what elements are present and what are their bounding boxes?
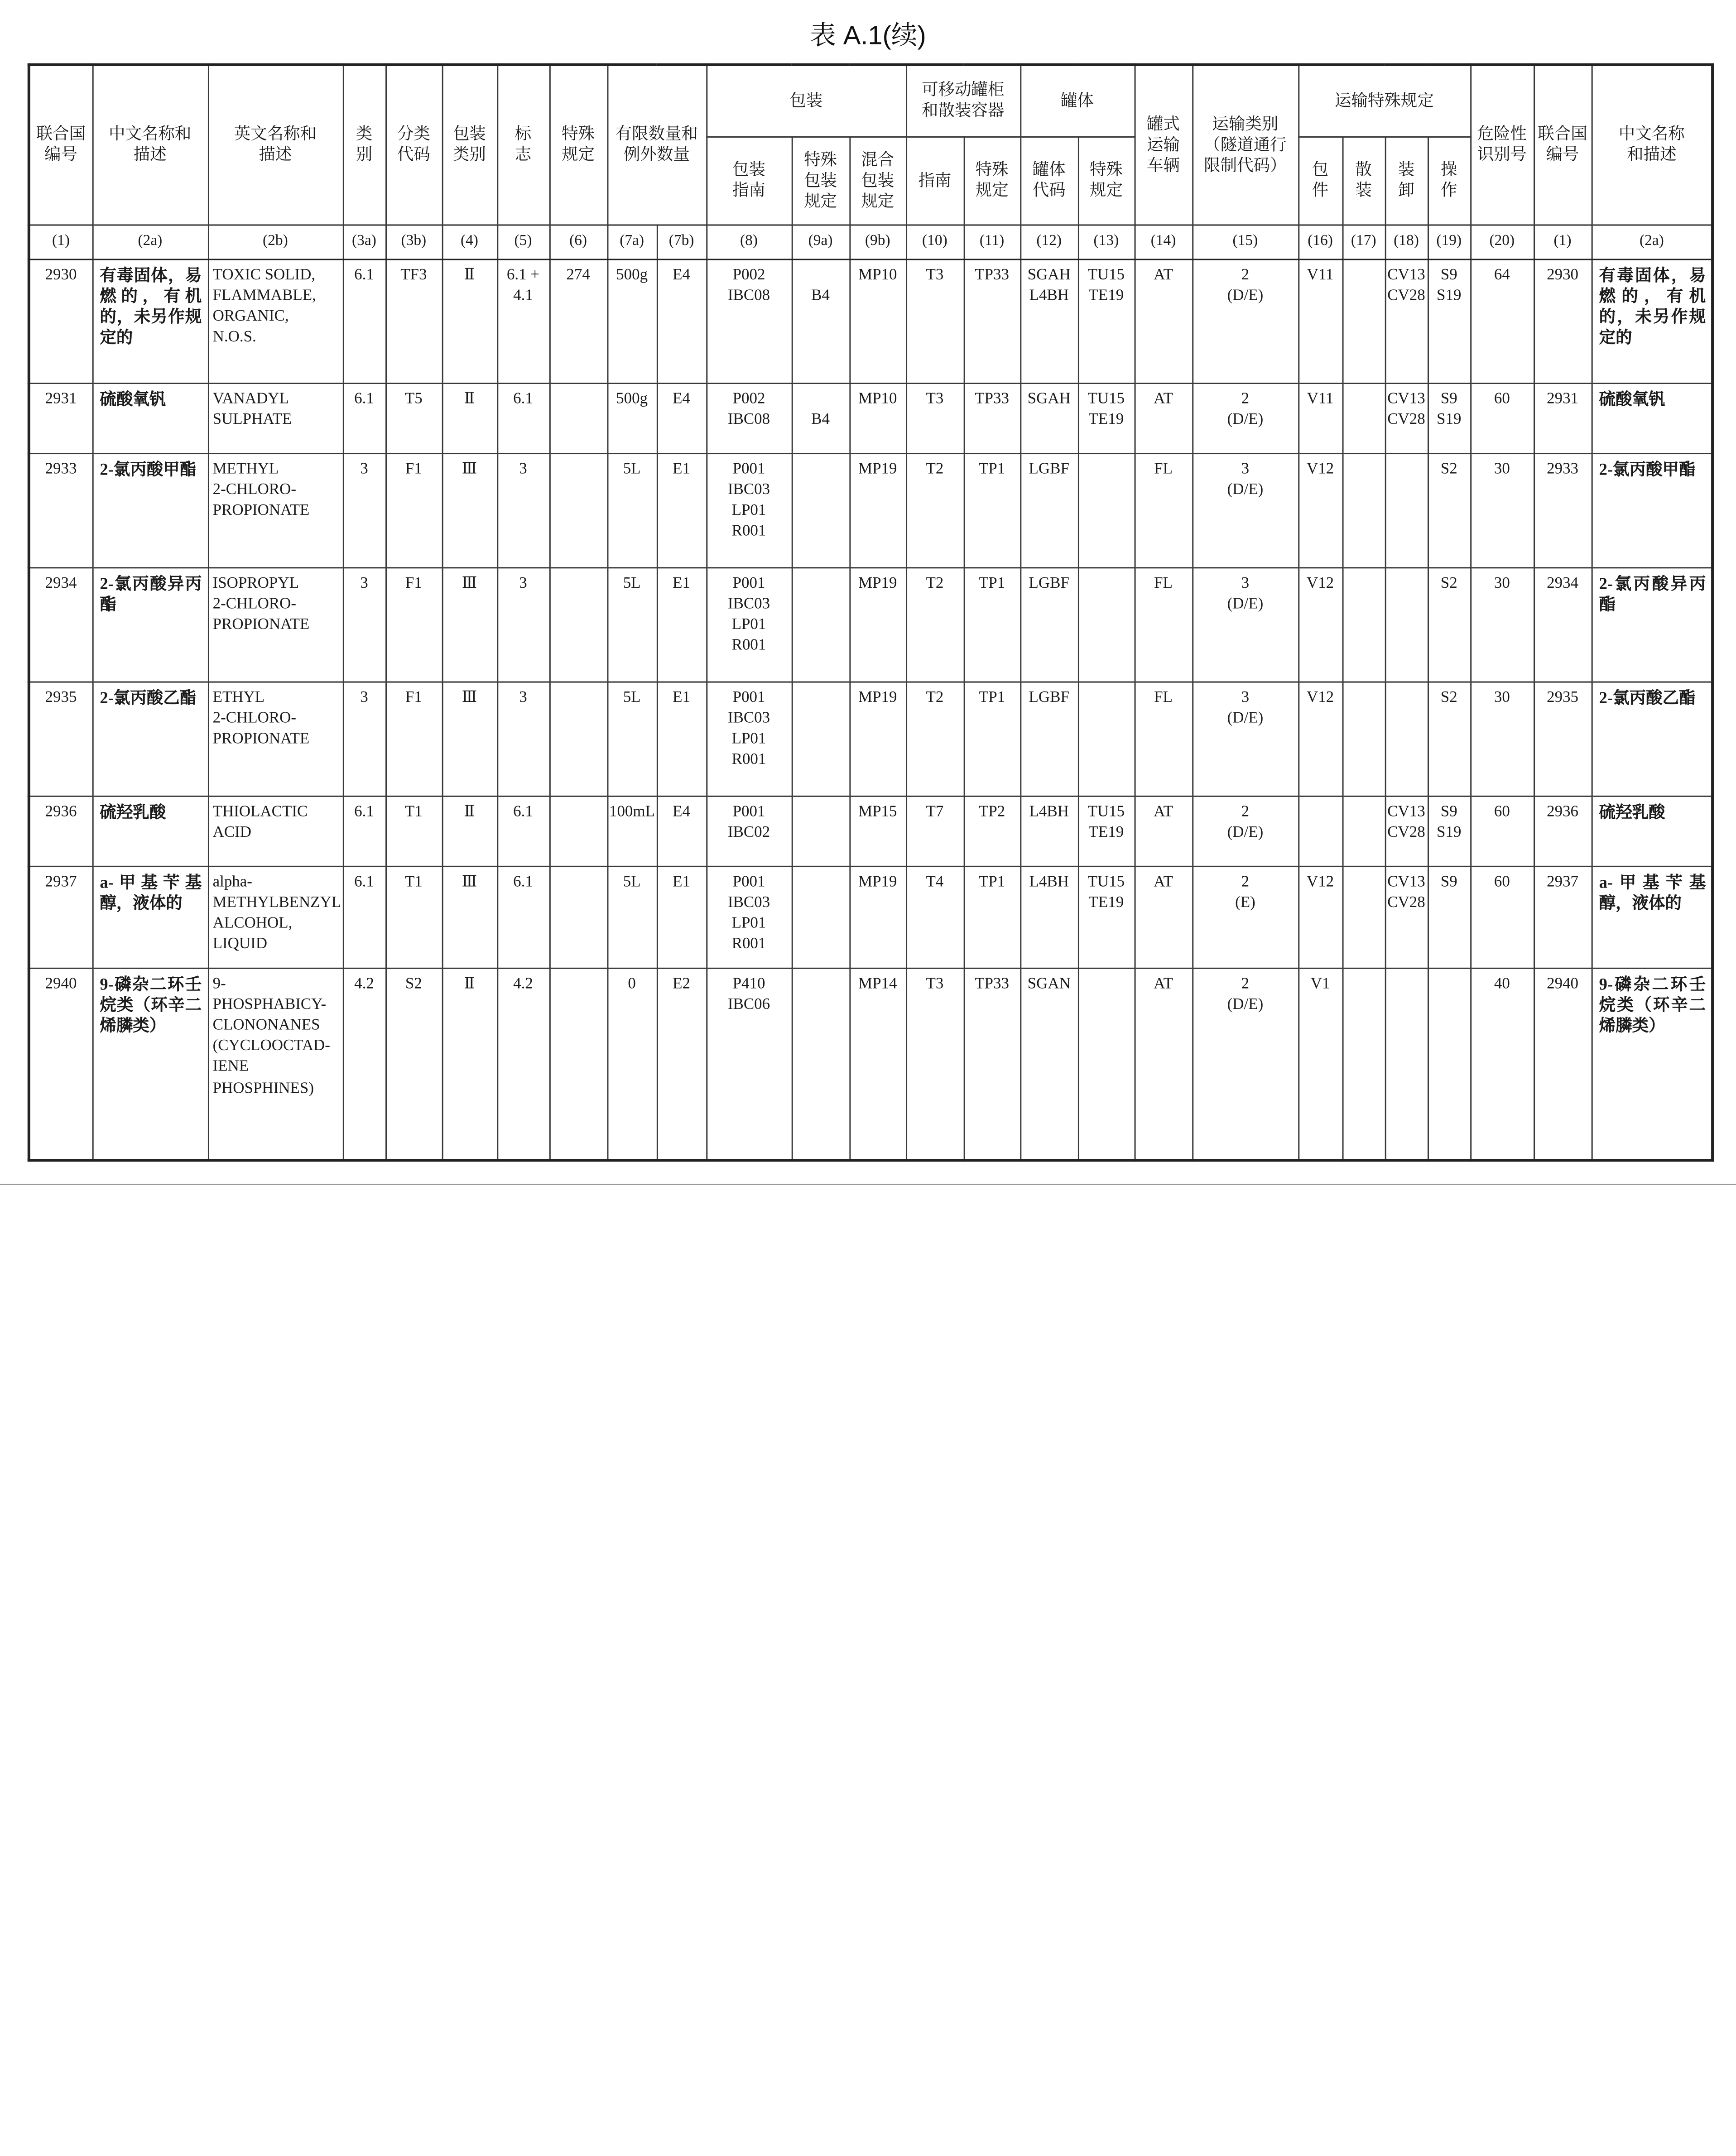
cell-tank-vehicle: FL [1135,567,1193,681]
cell-labels: 3 [497,567,549,681]
cell-portable-tank-special-provisions: TP2 [964,796,1020,866]
cell-hazard-identification-number: 60 [1470,866,1534,968]
cell-special-provisions: 274 [549,259,607,383]
header-group-carriage-provisions: 运输特殊规定 [1298,65,1470,136]
cell-carriage-packages: V1 [1298,968,1342,1161]
dangerous-goods-table [28,63,1714,1162]
cell-mixed-packing-provisions: MP10 [849,259,906,383]
cell-transport-category: 2 (D/E) [1192,259,1298,383]
cell-excepted-quantity: E4 [657,259,706,383]
cell-carriage-operation: S2 [1428,682,1470,796]
cell-mixed-packing-provisions: MP19 [849,567,906,681]
column-number: (18) [1385,224,1428,259]
cell-tank-vehicle: AT [1135,796,1193,866]
cell-tank-code: SGAH [1020,383,1078,453]
cell-name-en: 9- PHOSPHABICY- CLONONANES (CYCLOOCTAD- IENE PHOSPHINES) [208,968,343,1161]
cell-special-provisions [549,866,607,968]
cell-name-cn-repeat: 2-氯丙酸甲酯 [1592,453,1712,567]
cell-portable-tank-instructions: T2 [906,453,964,567]
cell-packing-instructions: P002 IBC08 [706,383,791,453]
column-number: (14) [1135,224,1193,259]
cell-name-cn-repeat: a-甲基苄基醇，液体的 [1592,866,1712,968]
column-number-row [29,224,1713,259]
table-row [29,383,1713,453]
cell-packing-instructions: P410 IBC06 [706,968,791,1161]
cell-name-en: alpha- METHYLBENZYL ALCOHOL, LIQUID [208,866,343,968]
cell-name-cn-repeat: 硫羟乳酸 [1592,796,1712,866]
header-name-en: 英文名称和 描述 [208,65,343,225]
cell-packing-group: Ⅲ [442,567,497,681]
cell-name-en: TOXIC SOLID, FLAMMABLE, ORGANIC, N.O.S. [208,259,343,383]
table-header [29,65,1713,259]
cell-carriage-operation: S9 S19 [1428,796,1470,866]
cell-mixed-packing-provisions: MP15 [849,796,906,866]
cell-hazard-identification-number: 30 [1470,567,1534,681]
cell-special-provisions [549,567,607,681]
cell-tank-special-provisions: TU15 TE19 [1078,866,1135,968]
cell-carriage-loading-unloading [1385,453,1428,567]
cell-carriage-bulk [1342,682,1385,796]
cell-tank-vehicle: AT [1135,383,1193,453]
cell-transport-category: 2 (D/E) [1192,796,1298,866]
cell-carriage-operation: S9 S19 [1428,259,1470,383]
cell-portable-tank-instructions: T2 [906,567,964,681]
cell-special-packing-provisions [792,682,850,796]
cell-name-cn: 有毒固体，易燃的，有机的，未另作规定的 [92,259,208,383]
header-carriage-operation: 操 作 [1428,136,1470,225]
table-row [29,453,1713,567]
table-row [29,866,1713,968]
cell-tank-code: SGAN [1020,968,1078,1161]
header-tank-vehicle: 罐式 运输 车辆 [1135,65,1193,225]
table-row [29,682,1713,796]
cell-classification-code: T1 [385,866,442,968]
cell-un-number-repeat: 2935 [1534,682,1592,796]
column-number: (3a) [343,224,385,259]
cell-limited-quantity: 5L [607,567,656,681]
header-mixed-packing-provisions: 混合 包装 规定 [849,136,906,225]
table-row [29,968,1713,1161]
column-number: (15) [1192,224,1298,259]
cell-hazard-identification-number: 30 [1470,453,1534,567]
cell-labels: 3 [497,682,549,796]
header-un-number: 联合国 编号 [29,65,92,225]
table-body [29,259,1713,1160]
cell-portable-tank-instructions: T2 [906,682,964,796]
cell-name-cn-repeat: 2-氯丙酸乙酯 [1592,682,1712,796]
cell-name-en: THIOLACTIC ACID [208,796,343,866]
column-number: (8) [706,224,791,259]
cell-special-provisions [549,682,607,796]
cell-special-packing-provisions [792,453,850,567]
cell-un-number-repeat: 2934 [1534,567,1592,681]
column-number: (2b) [208,224,343,259]
cell-carriage-packages: V12 [1298,682,1342,796]
cell-portable-tank-instructions: T7 [906,796,964,866]
cell-portable-tank-instructions: T4 [906,866,964,968]
header-hazard-identification-number: 危险性 识别号 [1470,65,1534,225]
cell-name-cn-repeat: 硫酸氧钒 [1592,383,1712,453]
cell-classification-code: F1 [385,682,442,796]
cell-packing-group: Ⅱ [442,259,497,383]
cell-un-number-repeat: 2931 [1534,383,1592,453]
column-number: (2a) [92,224,208,259]
cell-carriage-packages: V12 [1298,567,1342,681]
cell-un-number: 2930 [29,259,92,383]
header-group-tank: 罐体 [1020,65,1134,136]
cell-packing-instructions: P001 IBC02 [706,796,791,866]
cell-tank-vehicle: FL [1135,682,1193,796]
cell-excepted-quantity: E1 [657,682,706,796]
cell-classification-code: F1 [385,453,442,567]
cell-name-cn: 硫羟乳酸 [92,796,208,866]
cell-un-number: 2935 [29,682,92,796]
cell-un-number-repeat: 2936 [1534,796,1592,866]
cell-name-cn-repeat: 有毒固体，易燃的，有机的，未另作规定的 [1592,259,1712,383]
cell-labels: 3 [497,453,549,567]
cell-name-en: ETHYL 2-CHLORO- PROPIONATE [208,682,343,796]
column-number: (3b) [385,224,442,259]
cell-classification-code: S2 [385,968,442,1161]
cell-tank-vehicle: AT [1135,259,1193,383]
cell-portable-tank-special-provisions: TP1 [964,866,1020,968]
table-title: 表 A.1(续) [810,22,926,51]
header-carriage-bulk: 散 装 [1342,136,1385,225]
cell-portable-tank-special-provisions: TP33 [964,259,1020,383]
cell-mixed-packing-provisions: MP19 [849,453,906,567]
cell-mixed-packing-provisions: MP10 [849,383,906,453]
header-carriage-packages: 包 件 [1298,136,1342,225]
cell-tank-special-provisions: TU15 TE19 [1078,383,1135,453]
cell-special-packing-provisions [792,796,850,866]
cell-carriage-loading-unloading: CV13 CV28 [1385,866,1428,968]
column-number: (4) [442,224,497,259]
cell-name-cn-repeat: 2-氯丙酸异丙酯 [1592,567,1712,681]
cell-transport-category: 3 (D/E) [1192,682,1298,796]
column-number: (2a) [1592,224,1712,259]
header-name-cn: 中文名称和 描述 [92,65,208,225]
cell-packing-group: Ⅱ [442,383,497,453]
cell-packing-group: Ⅲ [442,866,497,968]
table-row [29,259,1713,383]
cell-un-number: 2937 [29,866,92,968]
cell-mixed-packing-provisions: MP19 [849,866,906,968]
cell-excepted-quantity: E2 [657,968,706,1161]
header-packing-group: 包装 类别 [442,65,497,225]
cell-portable-tank-instructions: T3 [906,968,964,1161]
cell-un-number-repeat: 2937 [1534,866,1592,968]
cell-special-packing-provisions: B4 [792,383,850,453]
cell-classification-code: F1 [385,567,442,681]
cell-tank-special-provisions [1078,567,1135,681]
cell-packing-instructions: P001 IBC03 LP01 R001 [706,682,791,796]
cell-special-packing-provisions [792,968,850,1161]
column-number: (1) [29,224,92,259]
cell-carriage-bulk [1342,259,1385,383]
cell-carriage-loading-unloading [1385,567,1428,681]
table-row [29,567,1713,681]
cell-packing-instructions: P001 IBC03 LP01 R001 [706,866,791,968]
cell-tank-special-provisions: TU15 TE19 [1078,796,1135,866]
cell-excepted-quantity: E4 [657,796,706,866]
cell-carriage-operation: S9 [1428,866,1470,968]
cell-class: 6.1 [343,259,385,383]
cell-packing-group: Ⅱ [442,796,497,866]
header-row-groups [29,65,1713,136]
header-class: 类 别 [343,65,385,225]
cell-un-number-repeat: 2940 [1534,968,1592,1161]
cell-transport-category: 3 (D/E) [1192,453,1298,567]
cell-un-number: 2933 [29,453,92,567]
header-name-cn-repeat: 中文名称 和描述 [1592,65,1712,225]
header-labels: 标 志 [497,65,549,225]
header-portable-tank-special-provisions: 特殊 规定 [964,136,1020,225]
cell-special-provisions [549,453,607,567]
cell-packing-group: Ⅲ [442,453,497,567]
cell-labels: 6.1 [497,383,549,453]
cell-un-number: 2936 [29,796,92,866]
cell-class: 6.1 [343,796,385,866]
cell-special-provisions [549,968,607,1161]
column-number: (12) [1020,224,1078,259]
cell-carriage-packages: V11 [1298,383,1342,453]
cell-carriage-packages [1298,796,1342,866]
cell-labels: 6.1 [497,866,549,968]
cell-packing-instructions: P002 IBC08 [706,259,791,383]
cell-packing-group: Ⅱ [442,968,497,1161]
cell-special-packing-provisions [792,866,850,968]
cell-limited-quantity: 100mL [607,796,656,866]
header-un-number-repeat: 联合国 编号 [1534,65,1592,225]
cell-carriage-operation: S2 [1428,567,1470,681]
cell-limited-quantity: 500g [607,383,656,453]
cell-portable-tank-special-provisions: TP33 [964,968,1020,1161]
cell-portable-tank-special-provisions: TP1 [964,453,1020,567]
header-carriage-loading-unloading: 装 卸 [1385,136,1428,225]
column-number: (13) [1078,224,1135,259]
cell-classification-code: T5 [385,383,442,453]
cell-portable-tank-instructions: T3 [906,259,964,383]
cell-name-en: ISOPROPYL 2-CHLORO- PROPIONATE [208,567,343,681]
cell-limited-quantity: 5L [607,866,656,968]
column-number: (19) [1428,224,1470,259]
cell-class: 6.1 [343,866,385,968]
cell-packing-instructions: P001 IBC03 LP01 R001 [706,453,791,567]
cell-hazard-identification-number: 60 [1470,383,1534,453]
cell-transport-category: 2 (E) [1192,866,1298,968]
cell-excepted-quantity: E1 [657,866,706,968]
header-special-provisions: 特殊 规定 [549,65,607,225]
cell-tank-special-provisions: TU15 TE19 [1078,259,1135,383]
cell-name-cn: 9-磷杂二环壬烷类（环辛二烯膦类） [92,968,208,1161]
cell-class: 4.2 [343,968,385,1161]
cell-hazard-identification-number: 60 [1470,796,1534,866]
cell-carriage-bulk [1342,453,1385,567]
cell-limited-quantity: 0 [607,968,656,1161]
header-classification-code: 分类 代码 [385,65,442,225]
cell-transport-category: 2 (D/E) [1192,968,1298,1161]
cell-tank-code: L4BH [1020,796,1078,866]
cell-tank-special-provisions [1078,453,1135,567]
cell-carriage-operation: S2 [1428,453,1470,567]
cell-carriage-operation: S9 S19 [1428,383,1470,453]
header-transport-category: 运输类别 （隧道通行 限制代码） [1192,65,1298,225]
cell-packing-group: Ⅲ [442,682,497,796]
cell-tank-vehicle: FL [1135,453,1193,567]
cell-portable-tank-special-provisions: TP1 [964,682,1020,796]
cell-carriage-loading-unloading [1385,682,1428,796]
column-number: (10) [906,224,964,259]
cell-portable-tank-special-provisions: TP33 [964,383,1020,453]
cell-special-provisions [549,383,607,453]
cell-un-number-repeat: 2933 [1534,453,1592,567]
column-number: (9a) [792,224,850,259]
cell-carriage-packages: V12 [1298,866,1342,968]
cell-hazard-identification-number: 30 [1470,682,1534,796]
header-group-packaging: 包装 [706,65,906,136]
column-number: (11) [964,224,1020,259]
cell-excepted-quantity: E1 [657,453,706,567]
cell-portable-tank-special-provisions: TP1 [964,567,1020,681]
cell-labels: 6.1 [497,796,549,866]
header-portable-tank-instructions: 指南 [906,136,964,225]
cell-excepted-quantity: E4 [657,383,706,453]
column-number: (5) [497,224,549,259]
column-number: (7a) [607,224,656,259]
column-number: (9b) [849,224,906,259]
cell-mixed-packing-provisions: MP14 [849,968,906,1161]
page-rule [0,1184,1736,1185]
cell-name-en: VANADYL SULPHATE [208,383,343,453]
cell-carriage-loading-unloading: CV13 CV28 [1385,383,1428,453]
cell-tank-vehicle: AT [1135,866,1193,968]
cell-carriage-loading-unloading: CV13 CV28 [1385,796,1428,866]
cell-special-provisions [549,796,607,866]
header-tank-special-provisions: 特殊 规定 [1078,136,1135,225]
column-number: (16) [1298,224,1342,259]
cell-name-cn-repeat: 9-磷杂二环壬烷类（环辛二烯膦类） [1592,968,1712,1161]
cell-carriage-bulk [1342,383,1385,453]
cell-tank-code: L4BH [1020,866,1078,968]
cell-special-packing-provisions: B4 [792,259,850,383]
cell-packing-instructions: P001 IBC03 LP01 R001 [706,567,791,681]
cell-name-cn: 硫酸氧钒 [92,383,208,453]
cell-special-packing-provisions [792,567,850,681]
cell-name-cn: 2-氯丙酸甲酯 [92,453,208,567]
cell-tank-special-provisions [1078,682,1135,796]
column-number: (7b) [657,224,706,259]
cell-class: 3 [343,682,385,796]
cell-hazard-identification-number: 40 [1470,968,1534,1161]
cell-carriage-bulk [1342,796,1385,866]
cell-name-cn: 2-氯丙酸乙酯 [92,682,208,796]
cell-class: 3 [343,567,385,681]
cell-carriage-operation [1428,968,1470,1161]
cell-mixed-packing-provisions: MP19 [849,682,906,796]
cell-name-en: METHYL 2-CHLORO- PROPIONATE [208,453,343,567]
cell-tank-vehicle: AT [1135,968,1193,1161]
cell-tank-special-provisions [1078,968,1135,1161]
cell-class: 3 [343,453,385,567]
cell-portable-tank-instructions: T3 [906,383,964,453]
cell-carriage-bulk [1342,866,1385,968]
header-packing-instructions: 包装 指南 [706,136,791,225]
header-group-portable-tanks: 可移动罐柜 和散装容器 [906,65,1020,136]
cell-carriage-packages: V12 [1298,453,1342,567]
cell-hazard-identification-number: 64 [1470,259,1534,383]
cell-carriage-loading-unloading: CV13 CV28 [1385,259,1428,383]
cell-carriage-bulk [1342,968,1385,1161]
cell-limited-quantity: 500g [607,259,656,383]
table-row [29,796,1713,866]
cell-limited-quantity: 5L [607,682,656,796]
cell-un-number-repeat: 2930 [1534,259,1592,383]
cell-un-number: 2940 [29,968,92,1161]
cell-carriage-bulk [1342,567,1385,681]
cell-tank-code: LGBF [1020,682,1078,796]
cell-tank-code: SGAH L4BH [1020,259,1078,383]
column-number: (17) [1342,224,1385,259]
cell-tank-code: LGBF [1020,567,1078,681]
cell-carriage-packages: V11 [1298,259,1342,383]
cell-name-cn: 2-氯丙酸异丙酯 [92,567,208,681]
cell-carriage-loading-unloading [1385,968,1428,1161]
cell-class: 6.1 [343,383,385,453]
cell-labels: 6.1 + 4.1 [497,259,549,383]
column-number: (20) [1470,224,1534,259]
cell-limited-quantity: 5L [607,453,656,567]
cell-labels: 4.2 [497,968,549,1161]
cell-un-number: 2931 [29,383,92,453]
header-limited-excepted-quantities: 有限数量和 例外数量 [607,65,706,225]
cell-un-number: 2934 [29,567,92,681]
header-tank-code: 罐体 代码 [1020,136,1078,225]
cell-tank-code: LGBF [1020,453,1078,567]
cell-classification-code: T1 [385,796,442,866]
header-special-packing-provisions: 特殊 包装 规定 [792,136,850,225]
cell-excepted-quantity: E1 [657,567,706,681]
cell-transport-category: 3 (D/E) [1192,567,1298,681]
column-number: (1) [1534,224,1592,259]
cell-name-cn: a-甲基苄基醇，液体的 [92,866,208,968]
cell-classification-code: TF3 [385,259,442,383]
cell-transport-category: 2 (D/E) [1192,383,1298,453]
column-number: (6) [549,224,607,259]
